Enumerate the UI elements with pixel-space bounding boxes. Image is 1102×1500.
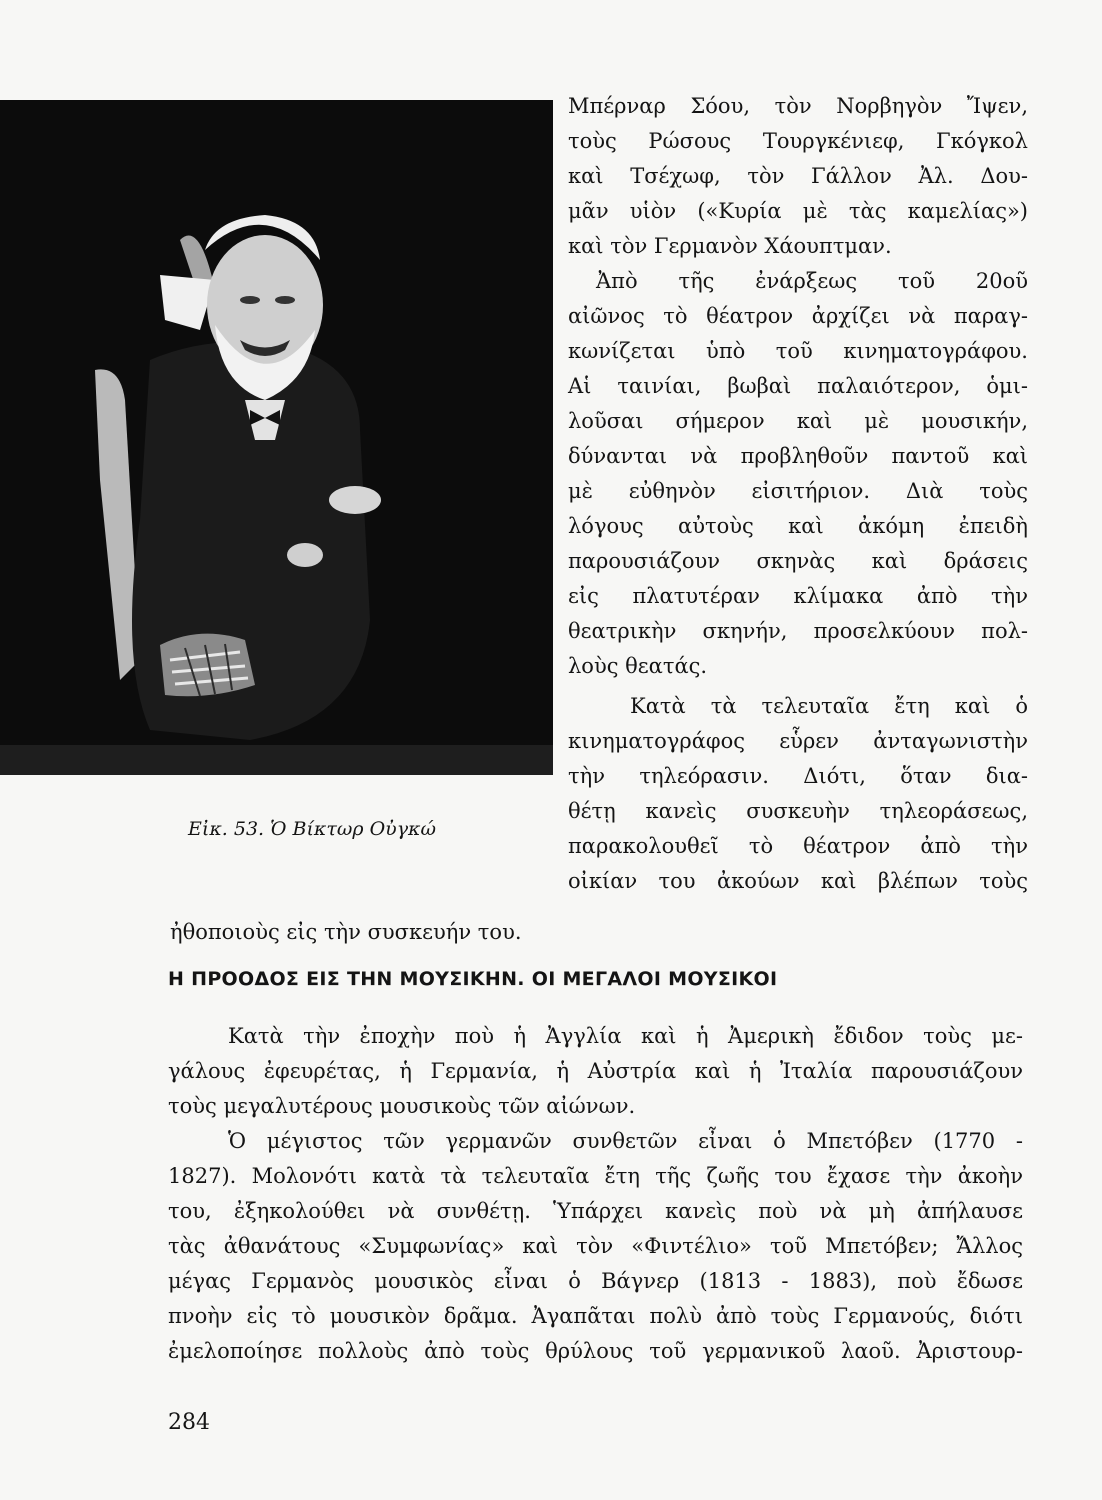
- text-line: κινηματογράφος εὗρεν ἀνταγωνιστὴν: [568, 729, 1028, 753]
- text-line: τὴν τηλεόρασιν. Διότι, ὅταν δια-: [568, 764, 1028, 788]
- section-heading: Η ΠΡΟΟΔΟΣ ΕΙΣ ΤΗΝ ΜΟΥΣΙΚΗΝ. ΟΙ ΜΕΓΑΛΟΙ ΜΟΥΣΙΚΟΙ: [168, 968, 778, 990]
- text-line: ἐμελοποίησε πολλοὺς ἀπὸ τοὺς θρύλους τοῦ γερμανικοῦ λαοῦ. Ἀριστουρ-: [168, 1339, 1023, 1363]
- text-line: Κατὰ τὴν ἐποχὴν ποὺ ἡ Ἀγγλία καὶ ἡ Ἀμερικὴ ἔδιδον τοὺς με-: [228, 1024, 1023, 1048]
- text-line: μὲ εὐθηνὸν εἰσιτήριον. Διὰ τοὺς: [568, 479, 1028, 503]
- text-line: Ἀπὸ τῆς ἐνάρξεως τοῦ 20οῦ: [596, 269, 1028, 293]
- portrait-photo: [0, 100, 553, 775]
- text-line: θεατρικὴν σκηνήν, προσελκύουν πολ-: [568, 619, 1028, 643]
- text-line: τοὺς Ρώσους Τουργκένιεφ, Γκόγκολ: [568, 129, 1028, 153]
- portrait-illustration: [0, 100, 553, 775]
- page-number: 284: [168, 1410, 210, 1435]
- text-line: αἰῶνος τὸ θέατρον ἀρχίζει νὰ παραγ-: [568, 304, 1028, 328]
- text-line: λοὺς θεατάς.: [568, 654, 708, 678]
- text-line: καὶ τὸν Γερμανὸν Χάουπτμαν.: [568, 234, 892, 258]
- continuation-line: ἠθοποιοὺς εἰς τὴν συσκευήν του.: [170, 920, 522, 944]
- text-line: λοῦσαι σήμερον καὶ μὲ μουσικήν,: [568, 409, 1028, 433]
- text-line: κωνίζεται ὑπὸ τοῦ κινηματογράφου.: [568, 339, 1028, 363]
- text-line: μᾶν υἱὸν («Κυρία μὲ τὰς καμελίας»): [568, 199, 1028, 223]
- text-line: παρουσιάζουν σκηνὰς καὶ δράσεις: [568, 549, 1028, 573]
- figure-caption: Εἰκ. 53. Ὁ Βίκτωρ Οὐγκώ: [188, 818, 437, 840]
- text-line: τοὺς μεγαλυτέρους μουσικοὺς τῶν αἰώνων.: [168, 1094, 636, 1118]
- text-line: μέγας Γερμανὸς μουσικὸς εἶναι ὁ Βάγνερ (1813 - 1883), ποὺ ἔδωσε: [168, 1269, 1023, 1293]
- text-line: θέτῃ κανεὶς συσκευὴν τηλεοράσεως,: [568, 799, 1028, 823]
- text-line: εἰς πλατυτέραν κλίμακα ἀπὸ τὴν: [568, 584, 1028, 608]
- text-line: Κατὰ τὰ τελευταῖα ἔτη καὶ ὁ: [630, 694, 1028, 718]
- text-line: πνοὴν εἰς τὸ μουσικὸν δρᾶμα. Ἀγαπᾶται πολὺ ἀπὸ τοὺς Γερμανούς, διότι: [168, 1304, 1023, 1328]
- text-line: Μπέρναρ Σόου, τὸν Νορβηγὸν Ἴψεν,: [568, 94, 1028, 118]
- text-line: Ὁ μέγιστος τῶν γερμανῶν συνθετῶν εἶναι ὁ Μπετόβεν (1770 -: [228, 1129, 1023, 1153]
- text-line: καὶ Τσέχωφ, τὸν Γάλλον Ἀλ. Δου-: [568, 164, 1028, 188]
- text-line: λόγους αὐτοὺς καὶ ἀκόμη ἐπειδὴ: [568, 514, 1028, 538]
- text-line: γάλους ἐφευρέτας, ἡ Γερμανία, ἡ Αὐστρία καὶ ἡ Ἰταλία παρουσιάζουν: [168, 1059, 1023, 1083]
- text-line: παρακολουθεῖ τὸ θέατρον ἀπὸ τὴν: [568, 834, 1028, 858]
- text-line: τὰς ἀθανάτους «Συμφωνίας» καὶ τὸν «Φιντέλιο» τοῦ Μπετόβεν; Ἄλλος: [168, 1234, 1023, 1258]
- text-line: του, ἐξηκολούθει νὰ συνθέτῃ. Ὑπάρχει κανεὶς ποὺ νὰ μὴ ἀπήλαυσε: [168, 1199, 1023, 1223]
- text-line: δύνανται νὰ προβληθοῦν παντοῦ καὶ: [568, 444, 1028, 468]
- text-line: 1827). Μολονότι κατὰ τὰ τελευταῖα ἔτη τῆς ζωῆς του ἔχασε τὴν ἀκοὴν: [168, 1164, 1023, 1188]
- text-line: οἰκίαν του ἀκούων καὶ βλέπων τοὺς: [568, 869, 1028, 893]
- text-line: Αἱ ταινίαι, βωβαὶ παλαιότερον, ὁμι-: [568, 374, 1028, 398]
